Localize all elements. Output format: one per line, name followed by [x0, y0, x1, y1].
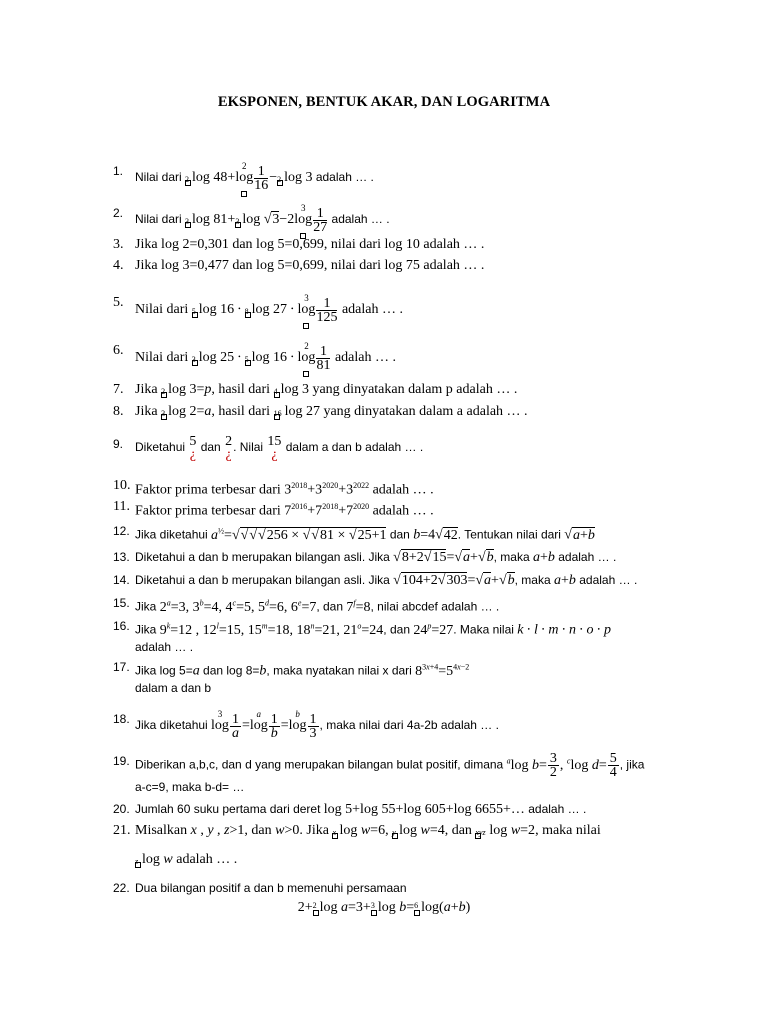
math-expression: $^a$log b= $\frac{3}{2}$ , $^c$log d= $\frac{5}{4}$ — [506, 751, 617, 780]
math-expression: 3 log 81+ 3 log √3−2 3 log $\frac{1}{27}$ — [185, 212, 328, 227]
math-expression: $a^{\frac{1}{2}}=√√√√256 \times √√81 \times √25+1$ — [211, 526, 387, 543]
math-expression: 5 log 16 ∙ 8 log 27 ∙ 3 log $\frac{1}{125}$ — [192, 302, 339, 317]
page-title: EKSPONEN, BENTUK AKAR, DAN LOGARITMA — [217, 94, 551, 110]
math-expression: 2 log 48+ 2 log $\frac{1}{16}$ − 2 log 3 — [185, 170, 312, 185]
math-expression: 3 log 25 ∙ 5 log 16 ∙ 2 log $\frac{1}{81}$ — [192, 350, 332, 365]
equation-22: 2+ 2 log a=3+ 3 log b= 6 log(a+b) — [297, 900, 471, 915]
document-page: EKSPONEN, BENTUK AKAR, DAN LOGARITMA 1. Nilai dari 2 log 48+ 2 log $\frac{1}{16}$ − 2 log 3 adalah … . 2. Nilai dari 3 log 81+ 3 log √3−2 3 log $\frac{1}{27}$ adalah … . 3. Jika log 2=0,301 dan log 5=0,699, nilai dari log 10 adalah … . 4. Jika log 3=0,477 dan log 5=0,699, nilai dari log 75 adalah … . 5. Nilai dari 5 log 16 ∙ 8 log 27 ∙ 3 log $\frac{1}{125}$ adalah … . 6. Nilai dari 3 log 25 ∙ 5 log 16 ∙ 2 log $\frac{1}{81}$ adalah … . 7. Jika 2 log 3=p, hasil dari 4 log 3 yang dinyatakan dalam p adalah … . 8. Jika 3 log 2=a, hasil dari 16 log 27 yang dinyatakan dalam a adalah … . 9. Diketahui 5 ¿ dan 2 ¿ . Nilai 15 ¿ dalam a dan b adalah … . 10. Faktor prima terbesar dari $3^{2018}+3^{2020}+3^{2022}$ adalah … . 11. Faktor prima terbesar dari $7^{2016}+7^{2018}+7^{2020}$ adalah … . 12. Jika diketahui $a^{\frac{1}{2}}=√√√√256 \times √√81 \times √25+1$ dan b=4√42. Tentukan nilai dari √a+b 13. Diketahui a dan b merupakan bilangan asli. Jika √8+2√15=√a+√b, maka a+b adalah … . 14. Diketahui a dan b merupakan bilangan asli. Jika √104+2√303=√a+√b, maka a+b adalah … . 15. Jika $2^a=3$, $3^b=4$, $4^c=5$, $5^d=6$, $6^e=7$, dan $7^f=8$, nilai abcdef adalah … . 16. Jika $9^k=12$ , $12^l=15$, $15^m=18$, $18^n=21$, $21^o=24$, dan $24^p=27$. Maka nilai k ∙ l ∙ m ∙ n ∙ o ∙ p adalah … . 17. Jika log 5=a dan log 8=b, maka nyatakan nilai x dari $8^{3x+4}=5^{4x-2}$ dalam a dan b 18. Jika diketahui 3 log $\frac{1}{a}$ = a log $\frac{1}{b}$ = b log $\frac{1}{3}$ , maka nilai dari 4a-2b adalah … . 19. Diberikan a,b,c, dan d yang merupakan bilangan bulat positif, dimana $^a$log b= $\frac{3}{2}$ , $^c$log d= $\frac{5}{4}$ , jika a-c=9, maka b-d= … 20. Jumlah 60 suku pertama dari deret log 5+log 55+log 605+log 6655+… adalah … . 21. Misalkan x , y , z>1, dan w>0. Jika x log w=6, y log w=4, dan xyz log w=2, maka nilai z log w adalah … . 22. Dua bilangan positif a dan b memenuhi persamaan 2+ 2 log a=3+ 3 log b= 6 log(a+b) — [0, 0, 768, 1024]
math-expression: 3 log $\frac{1}{a}$ = a log $\frac{1}{b}$ = b log $\frac{1}{3}$ — [211, 709, 317, 741]
